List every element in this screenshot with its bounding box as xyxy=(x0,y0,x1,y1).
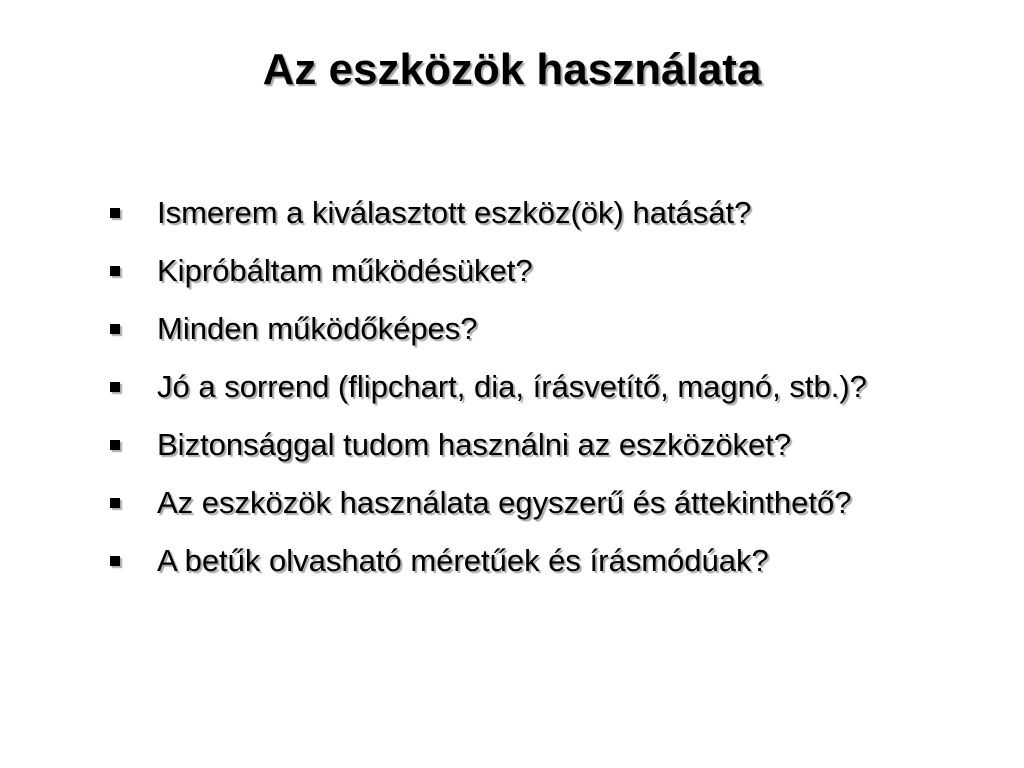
list-item xyxy=(100,422,990,468)
square-bullet-icon xyxy=(110,266,120,276)
list-item xyxy=(100,190,990,236)
list-item-text: Jó a sorrend (flipchart, dia, írásvetítő, magnó, stb.)? xyxy=(157,369,867,404)
list-item-text: Az eszközök használata egyszerű és áttekinthető? xyxy=(157,485,852,520)
square-bullet-icon xyxy=(110,208,120,218)
list-item xyxy=(100,248,990,294)
list-item xyxy=(100,364,990,410)
square-bullet-icon xyxy=(110,556,120,566)
square-bullet-icon xyxy=(110,498,120,508)
square-bullet-icon xyxy=(110,324,120,334)
square-bullet-icon xyxy=(110,382,120,392)
square-bullet-icon xyxy=(110,440,120,450)
bullet-list xyxy=(100,190,990,596)
list-item-text: Minden működőképes? xyxy=(157,311,478,346)
list-item xyxy=(100,480,990,526)
list-item xyxy=(100,538,990,584)
list-item xyxy=(100,306,990,352)
list-item-text: Biztonsággal tudom használni az eszközöket? xyxy=(157,427,792,462)
list-item-text: Kipróbáltam működésüket? xyxy=(157,253,533,288)
list-item-text: Ismerem a kiválasztott eszköz(ök) hatását? xyxy=(157,195,752,230)
list-item-text: A betűk olvasható méretűek és írásmódúak? xyxy=(157,543,769,578)
slide-title: Az eszközök használata xyxy=(262,45,762,94)
